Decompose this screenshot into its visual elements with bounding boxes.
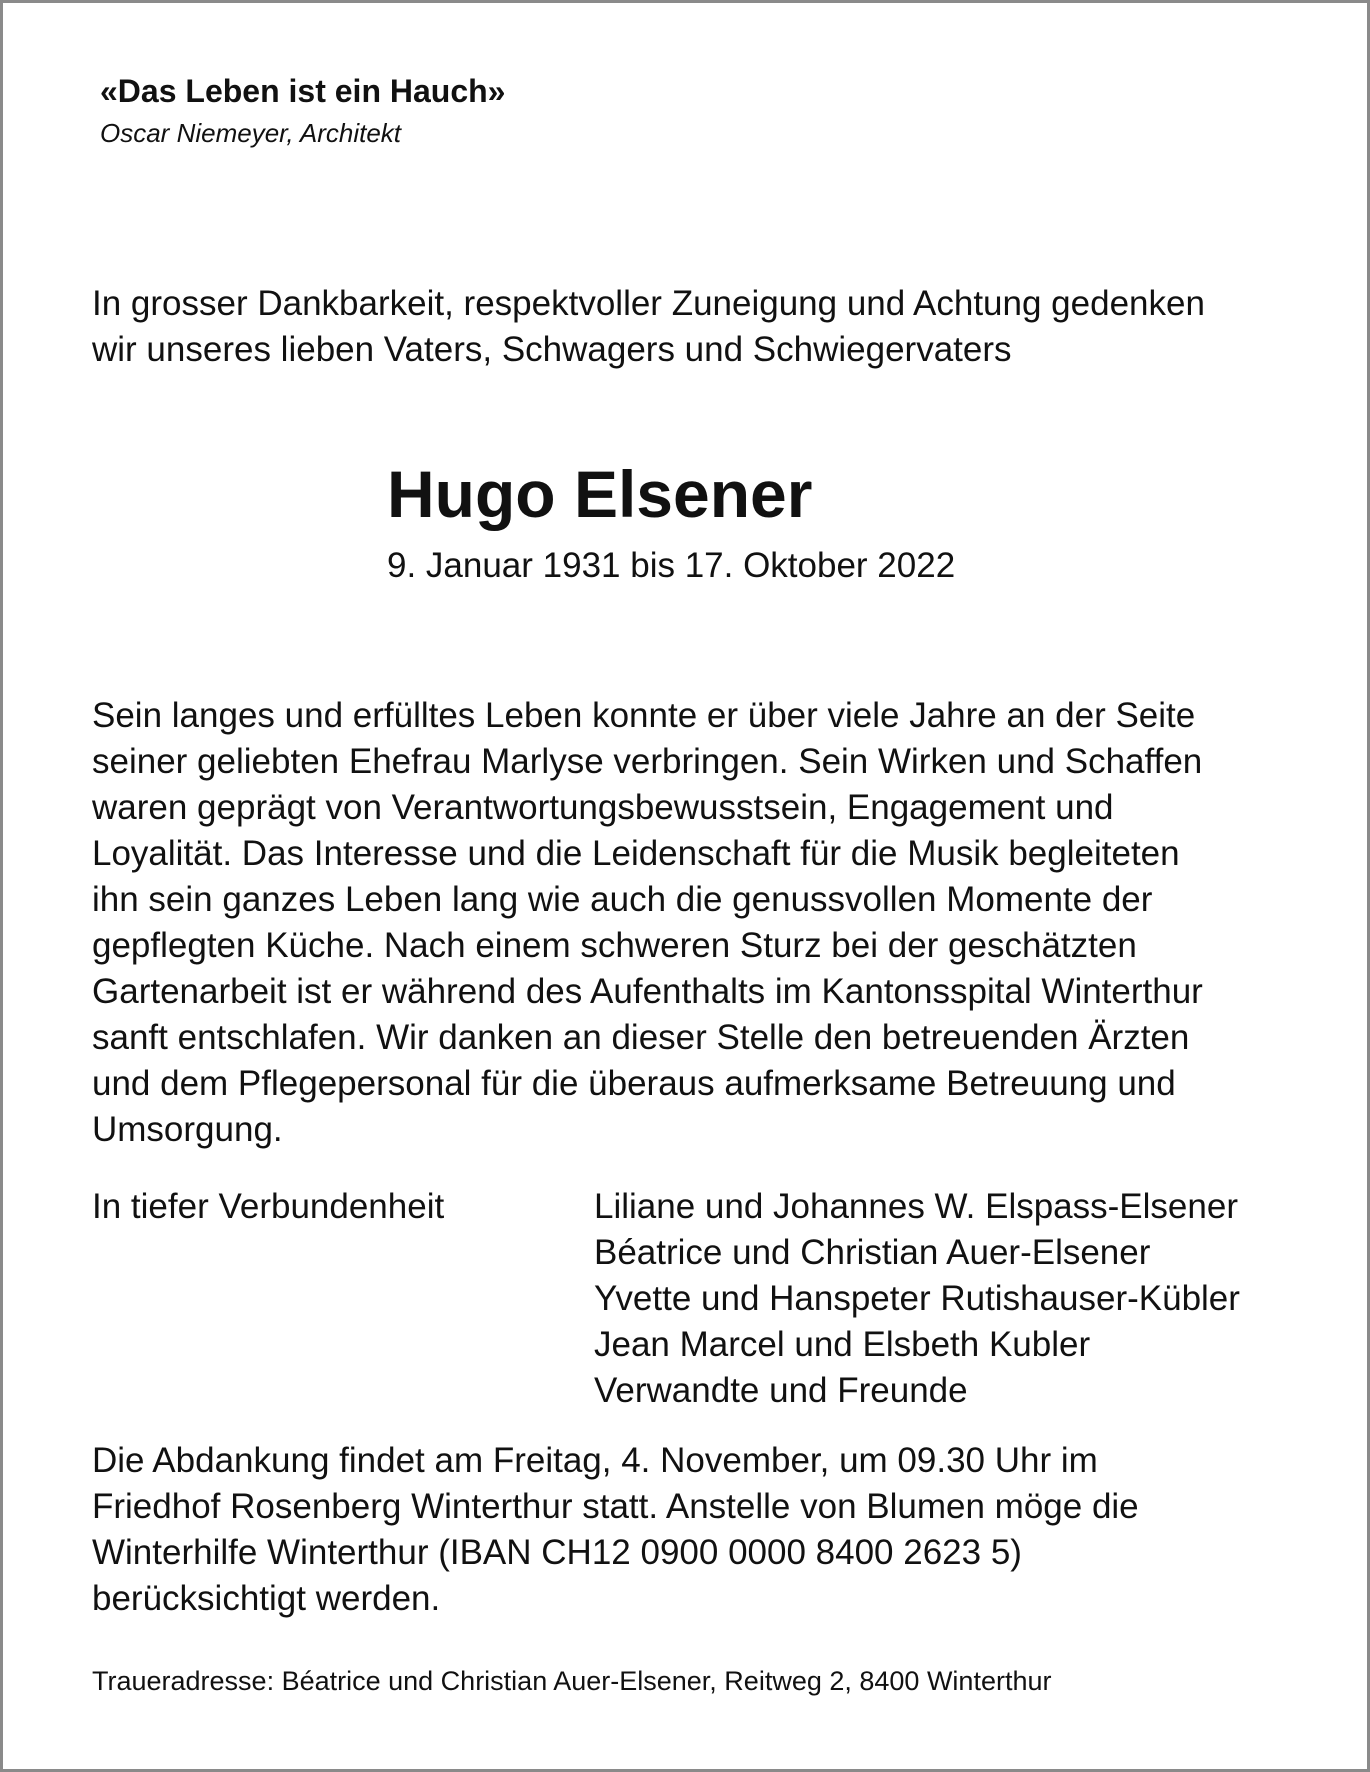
- tribute-line: waren geprägt von Verantwortungsbewusstsein, Engagement und: [92, 788, 1114, 827]
- closing-phrase: In tiefer Verbundenheit: [92, 1187, 445, 1226]
- tribute-line: ihn sein ganzes Leben lang wie auch die genussvollen Momente der: [92, 880, 1153, 919]
- tribute-line: und dem Pflegepersonal für die überaus aufmerksame Betreuung und: [92, 1064, 1176, 1103]
- service-line: Die Abdankung findet am Freitag, 4. November, um 09.30 Uhr im: [92, 1441, 1098, 1480]
- service-line: Winterhilfe Winterthur (IBAN CH12 0900 0000 8400 2623 5): [92, 1533, 1022, 1572]
- motto-quote: «Das Leben ist ein Hauch»: [100, 73, 506, 109]
- tribute-line: sanft entschlafen. Wir danken an dieser Stelle den betreuenden Ärzten: [92, 1018, 1190, 1057]
- tribute-line: Sein langes und erfülltes Leben konnte er über viele Jahre an der Seite: [92, 696, 1196, 735]
- tribute-line: seiner geliebten Ehefrau Marlyse verbringen. Sein Wirken und Schaffen: [92, 742, 1203, 781]
- service-line: Friedhof Rosenberg Winterthur statt. Anstelle von Blumen möge die: [92, 1487, 1139, 1526]
- signatory: Béatrice und Christian Auer-Elsener: [594, 1233, 1151, 1272]
- life-dates: 9. Januar 1931 bis 17. Oktober 2022: [387, 546, 956, 585]
- service-paragraph: [92, 1438, 1139, 1622]
- intro-line: wir unseres lieben Vaters, Schwagers und Schwiegervaters: [92, 330, 1012, 369]
- signatories-list: [594, 1184, 1240, 1414]
- motto-author: Oscar Niemeyer, Architekt: [100, 118, 402, 148]
- tribute-line: Loyalität. Das Interesse und die Leidenschaft für die Musik begleiteten: [92, 834, 1180, 873]
- service-line: berücksichtigt werden.: [92, 1579, 441, 1618]
- mourning-address: Traueradresse: Béatrice und Christian Auer-Elsener, Reitweg 2, 8400 Winterthur: [92, 1666, 1052, 1696]
- tribute-line: gepflegten Küche. Nach einem schweren Sturz bei der geschätzten: [92, 926, 1137, 965]
- intro-paragraph: [92, 281, 1292, 373]
- deceased-name: Hugo Elsener: [387, 457, 813, 531]
- signatory: Liliane und Johannes W. Elspass-Elsener: [594, 1187, 1238, 1226]
- signatory: Yvette und Hanspeter Rutishauser-Kübler: [594, 1279, 1240, 1318]
- tribute-line: Umsorgung.: [92, 1110, 283, 1149]
- tribute-paragraph: [92, 693, 1203, 1153]
- intro-line: In grosser Dankbarkeit, respektvoller Zuneigung und Achtung gedenken: [92, 284, 1205, 323]
- signatory: Verwandte und Freunde: [594, 1371, 968, 1410]
- motto-block: [100, 69, 505, 153]
- signatory: Jean Marcel und Elsbeth Kubler: [594, 1325, 1091, 1364]
- tribute-line: Gartenarbeit ist er während des Aufenthalts im Kantonsspital Winterthur: [92, 972, 1203, 1011]
